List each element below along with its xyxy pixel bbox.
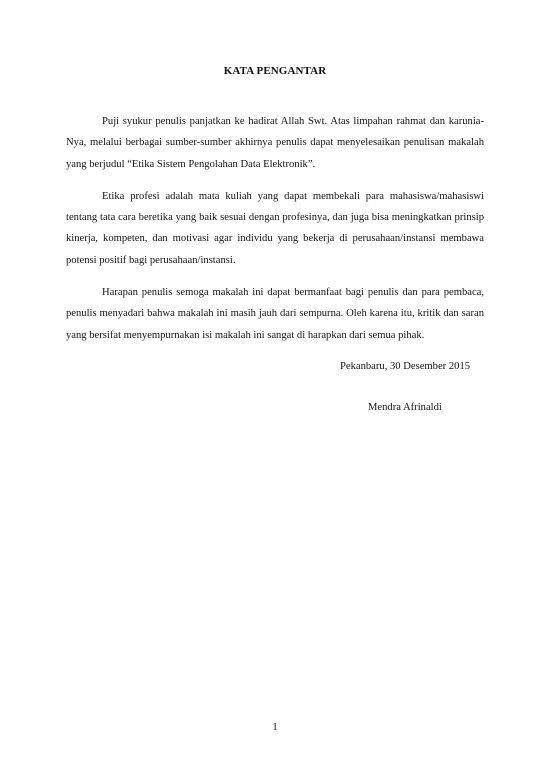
author-name: Mendra Afrinaldi xyxy=(368,402,442,413)
page-number: 1 xyxy=(272,722,278,733)
place-date: Pekanbaru, 30 Desember 2015 xyxy=(340,361,471,372)
page-title: KATA PENGANTAR xyxy=(223,65,327,77)
paragraph-3: Harapan penulis semoga makalah ini dapat bermanfaat bagi penulis dan para pembaca, penulis menyadari bahwa makalah ini masih jauh dari sempurna. Oleh karena itu, kritik dan saran yang bersifat menyempurnakan isi makalah ini sangat di harapkan dari semua pihak. xyxy=(66,287,484,341)
paragraph-1: Puji syukur penulis panjatkan ke hadirat Allah Swt. Atas limpahan rahmat dan karunia-Nya, melalui berbagai sumber-sumber akhirnya penulis dapat menyelesaikan penulisan makalah yang berjudul “Etika Sistem Pengolahan Data Elektronik”. xyxy=(66,116,484,170)
paragraph-2: Etika profesi adalah mata kuliah yang dapat membekali para mahasiswa/mahasiswi tentang tata cara beretika yang baik sesuai dengan profesinya, dan juga bisa meningkatkan prinsip kinerja, kompeten, dan motivasi agar individu yang bekerja di perusahaan/instansi membawa potensi positif bagi perusahaan/instansi. xyxy=(66,190,484,266)
body-text xyxy=(66,111,484,357)
